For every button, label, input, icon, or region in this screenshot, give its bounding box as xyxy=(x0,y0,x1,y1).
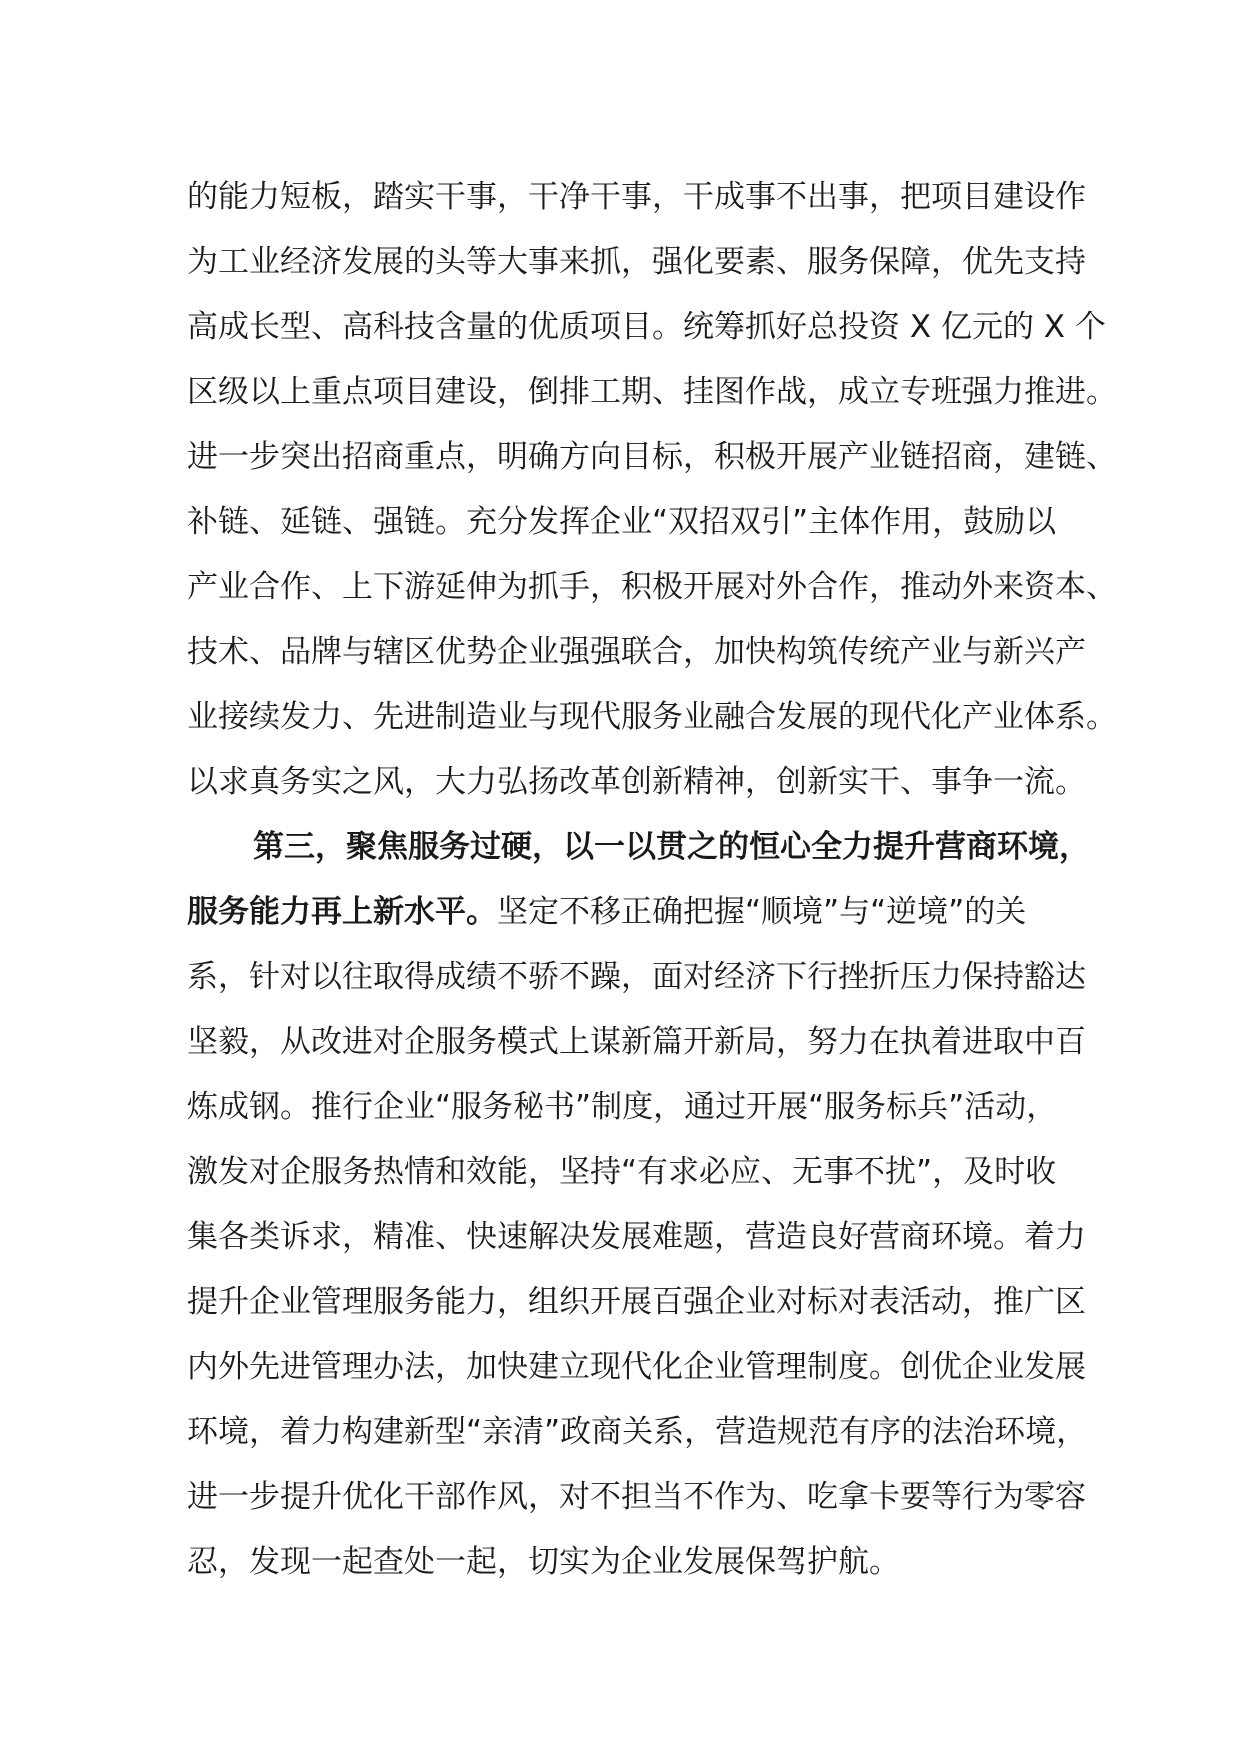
text-line: 系，针对以往取得成绩不骄不躁，面对经济下行挫折压力保持豁达 xyxy=(187,959,1086,995)
text-line: 进一步突出招商重点，明确方向目标，积极开展产业链招商，建链、 xyxy=(187,439,1117,475)
text-line: 激发对企服务热情和效能，坚持“有求必应、无事不扰”，及时收 xyxy=(187,1154,1057,1190)
paragraph-service-environment xyxy=(187,815,1090,1595)
text-line xyxy=(187,880,1067,945)
section-heading: 第三，聚焦服务过硬，以一以贯之的恒心全力提升营商环境， xyxy=(253,829,1090,865)
text-line: 忍，发现一起查处一起，切实为企业发展保驾护航。 xyxy=(187,1544,900,1580)
text-line: 环境，着力构建新型“亲清”政商关系，营造规范有序的法治环境， xyxy=(187,1414,1088,1450)
text-line: 补链、延链、强链。充分发挥企业“双招双引”主体作用，鼓励以 xyxy=(187,504,1057,540)
text-line: 技术、品牌与辖区优势企业强强联合，加快构筑传统产业与新兴产 xyxy=(187,634,1086,670)
text-span: 坚定不移正确把握“顺境”与“逆境”的关 xyxy=(497,894,1027,930)
section-heading-continued: 服务能力再上新水平。 xyxy=(187,894,497,930)
text-line: 提升企业管理服务能力，组织开展百强企业对标对表活动，推广区 xyxy=(187,1284,1086,1320)
text-line: 以求真务实之风，大力弘扬改革创新精神，创新实干、事争一流。 xyxy=(187,764,1086,800)
text-line: 炼成钢。推行企业“服务秘书”制度，通过开展“服务标兵”活动， xyxy=(187,1089,1058,1125)
text-line: 内外先进管理办法，加快建立现代化企业管理制度。创优企业发展 xyxy=(187,1349,1086,1385)
text-line: 坚毅，从改进对企服务模式上谋新篇开新局，努力在执着进取中百 xyxy=(187,1024,1086,1060)
text-line: 产业合作、上下游延伸为抓手，积极开展对外合作，推动外来资本、 xyxy=(187,569,1117,605)
document-body xyxy=(187,165,1117,1595)
text-line: 业接续发力、先进制造业与现代服务业融合发展的现代化产业体系。 xyxy=(187,699,1117,735)
text-line: 的能力短板，踏实干事，干净干事，干成事不出事，把项目建设作 xyxy=(187,179,1086,215)
text-line: 高成长型、高科技含量的优质项目。统筹抓好总投资 X 亿元的 X 个 xyxy=(187,309,1106,345)
text-line: 进一步提升优化干部作风，对不担当不作为、吃拿卡要等行为零容 xyxy=(187,1479,1086,1515)
text-line: 集各类诉求，精准、快速解决发展难题，营造良好营商环境。着力 xyxy=(187,1219,1086,1255)
text-line: 为工业经济发展的头等大事来抓，强化要素、服务保障，优先支持 xyxy=(187,244,1086,280)
paragraph-project-construction xyxy=(187,165,1117,815)
text-line: 区级以上重点项目建设，倒排工期、挂图作战，成立专班强力推进。 xyxy=(187,374,1117,410)
